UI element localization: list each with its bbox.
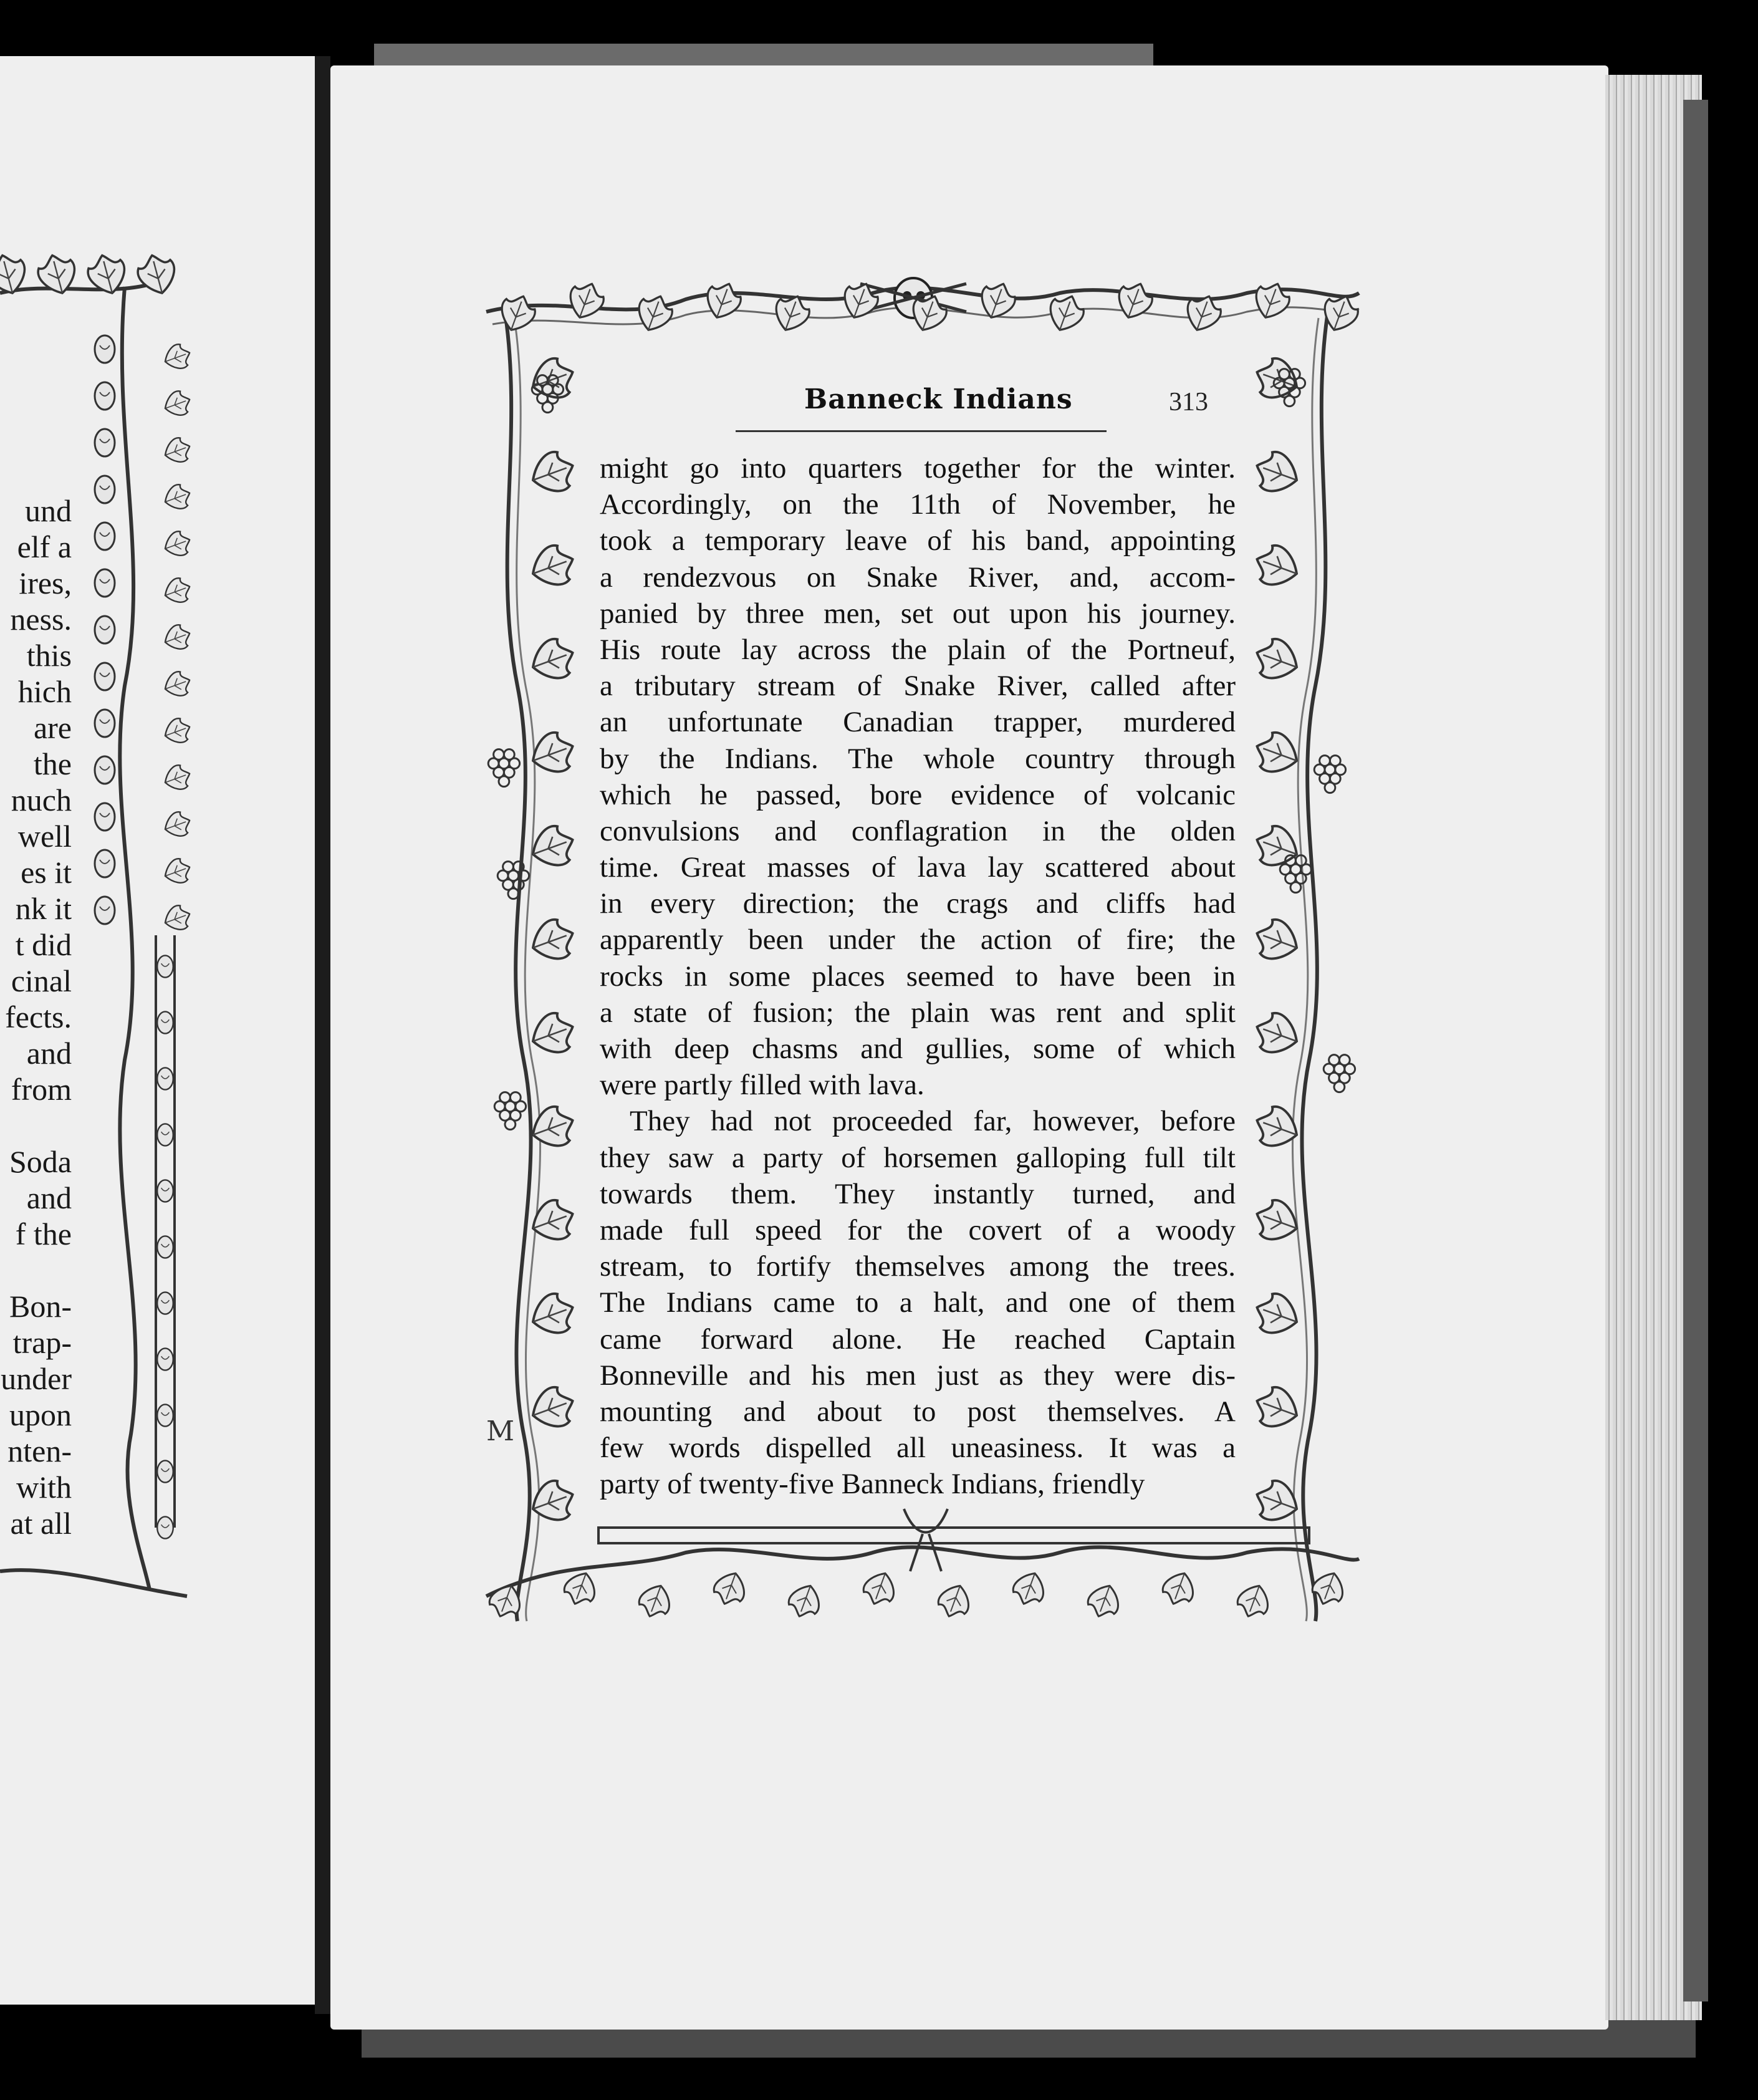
left-text-fragment: Bon-: [9, 1289, 72, 1324]
text-line: convulsions and conflagration in the olden: [600, 814, 1236, 847]
grape-cluster-ornament: [1323, 1055, 1355, 1092]
left-text-fragment: es it: [21, 855, 72, 890]
vine-leaf-ornament: [526, 1382, 579, 1434]
text-line: by the Indians. The whole country through: [600, 742, 1236, 775]
vine-leaf-ornament: [161, 388, 194, 420]
bud-ornament: [157, 955, 173, 977]
left-vine-frame: [0, 281, 187, 1596]
vine-leaf-ornament: [161, 435, 194, 466]
vine-leaf-ornament: [635, 1581, 675, 1622]
vine-leaf-ornament: [526, 541, 579, 592]
vine-leaf-ornament: [161, 762, 194, 794]
vine-leaf-ornament: [1159, 1568, 1199, 1609]
text-line: they saw a party of horsemen galloping full tilt: [600, 1141, 1236, 1174]
text-line: The Indians came to a halt, and one of them: [600, 1286, 1236, 1319]
bud-ornament: [95, 616, 115, 643]
vine-leaf-ornament: [496, 291, 539, 335]
vine-leaf-ornament: [1251, 1382, 1304, 1434]
bud-ornament: [95, 429, 115, 456]
text-line: a state of fusion; the plain was rent and split: [600, 996, 1236, 1029]
vine-leaf-ornament: [1251, 915, 1304, 966]
vine-leaf-ornament: [934, 1581, 974, 1622]
vine-leaf-ornament: [1251, 447, 1304, 499]
left-text-fragment: cinal: [11, 963, 72, 998]
left-text-fragment: upon: [9, 1397, 72, 1432]
left-text-fragment: trap-: [12, 1325, 72, 1360]
text-line: time. Great masses of lava lay scattered about: [600, 851, 1236, 884]
bud-ornament: [157, 1404, 173, 1426]
left-text-fragment: nuch: [11, 783, 72, 817]
vine-leaf-ornament: [161, 622, 194, 653]
vine-leaf-ornament: [526, 354, 579, 405]
vine-leaf-ornament: [161, 341, 194, 373]
vine-leaf-ornament: [976, 278, 1019, 323]
text-line: mounting and about to post themselves. A: [600, 1395, 1236, 1428]
running-head: [701, 383, 1262, 427]
bud-ornament: [157, 1292, 173, 1314]
bud-ornament: [157, 1460, 173, 1482]
vine-leaf-ornament: [633, 291, 676, 335]
vine-leaf-ornament: [1234, 1581, 1274, 1622]
vine-leaf-ornament: [1251, 1102, 1304, 1154]
grape-cluster-ornament: [1280, 855, 1311, 893]
left-text-fragment: and: [26, 1180, 72, 1215]
vine-leaf-ornament: [161, 902, 194, 934]
vine-leaf-ornament: [161, 528, 194, 560]
page-number: 313: [1169, 388, 1208, 417]
bud-ornament: [95, 803, 115, 831]
left-text-fragment: this: [26, 638, 72, 673]
text-line: which he passed, bore evidence of volcanic: [600, 778, 1236, 811]
bud-ornament: [95, 663, 115, 690]
left-text-fragment: hich: [17, 674, 72, 709]
vine-leaf-ornament: [161, 809, 194, 840]
vine-leaf-ornament: [526, 821, 579, 873]
bud-ornament: [157, 1067, 173, 1089]
text-line: with deep chasms and gullies, some of which: [600, 1033, 1236, 1065]
bud-ornament: [157, 1124, 173, 1145]
grape-cluster-ornament: [1274, 369, 1305, 407]
text-line: a rendezvous on Snake River, and, accom-: [600, 561, 1236, 594]
vine-leaf-ornament: [1044, 291, 1088, 335]
vine-leaf-ornament: [710, 1568, 750, 1609]
left-text-fragment: well: [17, 819, 72, 854]
left-text-fragment: fects.: [5, 999, 72, 1034]
bud-ornament: [95, 335, 115, 363]
bud-ornament: [95, 523, 115, 550]
vine-leaf-ornament: [161, 481, 194, 513]
left-text-fragment: and: [26, 1036, 72, 1071]
running-head-title: Banneck Indians: [804, 383, 1073, 415]
left-text-fragment: are: [33, 710, 72, 745]
left-text-fragment: nk it: [15, 891, 72, 926]
vine-leaf-ornament: [1113, 278, 1156, 323]
vine-leaf-ornament: [161, 575, 194, 607]
bud-ornament: [95, 569, 115, 597]
text-line: few words dispelled all uneasiness. It was a: [600, 1432, 1236, 1465]
left-text-fragment: und: [25, 493, 72, 528]
left-text-fragment: with: [16, 1470, 72, 1505]
vine-leaf-ornament: [701, 278, 745, 323]
text-line: made full speed for the covert of a woody: [600, 1213, 1236, 1246]
text-line: took a temporary leave of his band, appointing: [600, 524, 1236, 557]
vine-leaf-ornament: [785, 1581, 825, 1622]
vine-leaf-ornament: [1251, 541, 1304, 592]
left-text-fragment: the: [33, 746, 72, 781]
vine-leaf-ornament: [1084, 1581, 1124, 1622]
vine-leaf-ornament: [1251, 1476, 1304, 1528]
left-text-fragment: at all: [10, 1506, 72, 1541]
grape-cluster-ornament: [488, 749, 519, 787]
bud-ornament: [157, 1236, 173, 1258]
left-text-fragment: under: [1, 1361, 72, 1396]
bud-ornament: [157, 1516, 173, 1538]
text-line: apparently been under the action of fire; the: [600, 923, 1236, 956]
left-text-fragment: nten-: [7, 1433, 72, 1468]
left-text-fragment: elf a: [17, 529, 72, 564]
left-text-fragment: t did: [15, 927, 72, 962]
vine-leaf-ornament: [161, 668, 194, 700]
text-line: towards them. They instantly turned, and: [600, 1177, 1236, 1210]
grape-cluster-ornament: [494, 1092, 526, 1130]
bud-ornament: [95, 476, 115, 503]
vine-leaf-ornament: [161, 715, 194, 747]
left-text-fragment: Soda: [9, 1144, 72, 1179]
grape-cluster-ornament: [532, 375, 563, 413]
vine-leaf-ornament: [1009, 1568, 1049, 1609]
text-line: stream, to fortify themselves among the trees.: [600, 1250, 1236, 1283]
bud-ornament: [157, 1180, 173, 1202]
vine-leaf-ornament: [526, 447, 579, 499]
text-line: in every direction; the crags and cliffs had: [600, 887, 1236, 920]
text-line: an unfortunate Canadian trapper, murdered: [600, 706, 1236, 739]
vine-leaf-ornament: [1250, 278, 1294, 323]
vine-leaf-ornament: [1251, 1289, 1304, 1341]
left-text-fragment: from: [11, 1072, 72, 1107]
vine-leaf-ornament: [134, 251, 180, 298]
bud-ornament: [95, 897, 115, 924]
text-line: Bonneville and his men just as they were dis-: [600, 1359, 1236, 1392]
vine-leaf-ornament: [860, 1568, 900, 1609]
bud-ornament: [157, 1011, 173, 1033]
body-text: [600, 450, 1236, 1502]
text-line: Accordingly, on the 11th of November, he: [600, 488, 1236, 521]
text-line: rocks in some places seemed to have been in: [600, 960, 1236, 993]
running-head-rule: [736, 430, 1107, 432]
left-text-fragment: ness.: [10, 602, 72, 637]
text-line: came forward alone. He reached Captain: [600, 1322, 1236, 1356]
vine-leaf-ornament: [564, 278, 608, 323]
text-line: They had not proceeded far, however, before: [630, 1105, 1236, 1138]
illustrator-monogram: M: [486, 1415, 515, 1447]
vine-leaf-ornament: [161, 855, 194, 887]
text-line: panied by three men, set out upon his journey.: [600, 597, 1236, 630]
text-line: party of twenty-five Banneck Indians, friendly: [600, 1468, 1145, 1501]
text-line: a tributary stream of Snake River, called after: [600, 670, 1236, 703]
vine-leaf-ornament: [526, 1289, 579, 1341]
left-text-fragment: ires,: [19, 566, 72, 600]
vine-leaf-ornament: [526, 915, 579, 966]
bud-ornament: [95, 850, 115, 877]
vine-leaf-ornament: [1251, 634, 1304, 686]
grape-cluster-ornament: [1314, 756, 1345, 793]
left-text-fragment: f the: [15, 1216, 72, 1251]
bud-ornament: [95, 756, 115, 784]
vine-leaf-ornament: [526, 1102, 579, 1154]
text-line: might go into quarters together for the winter.: [600, 452, 1236, 484]
bud-ornament: [95, 710, 115, 737]
vine-leaf-ornament: [526, 1476, 579, 1528]
text-line: His route lay across the plain of the Portneuf,: [600, 633, 1236, 666]
bud-ornament: [95, 382, 115, 410]
vine-leaf-ornament: [1251, 728, 1304, 779]
grape-cluster-ornament: [497, 862, 529, 899]
vine-leaf-ornament: [560, 1568, 600, 1609]
text-line: were partly filled with lava.: [600, 1069, 925, 1102]
bud-ornament: [157, 1348, 173, 1370]
vine-leaf-ornament: [526, 1008, 579, 1060]
vine-leaf-ornament: [526, 634, 579, 686]
vine-leaf-ornament: [1251, 1008, 1304, 1060]
